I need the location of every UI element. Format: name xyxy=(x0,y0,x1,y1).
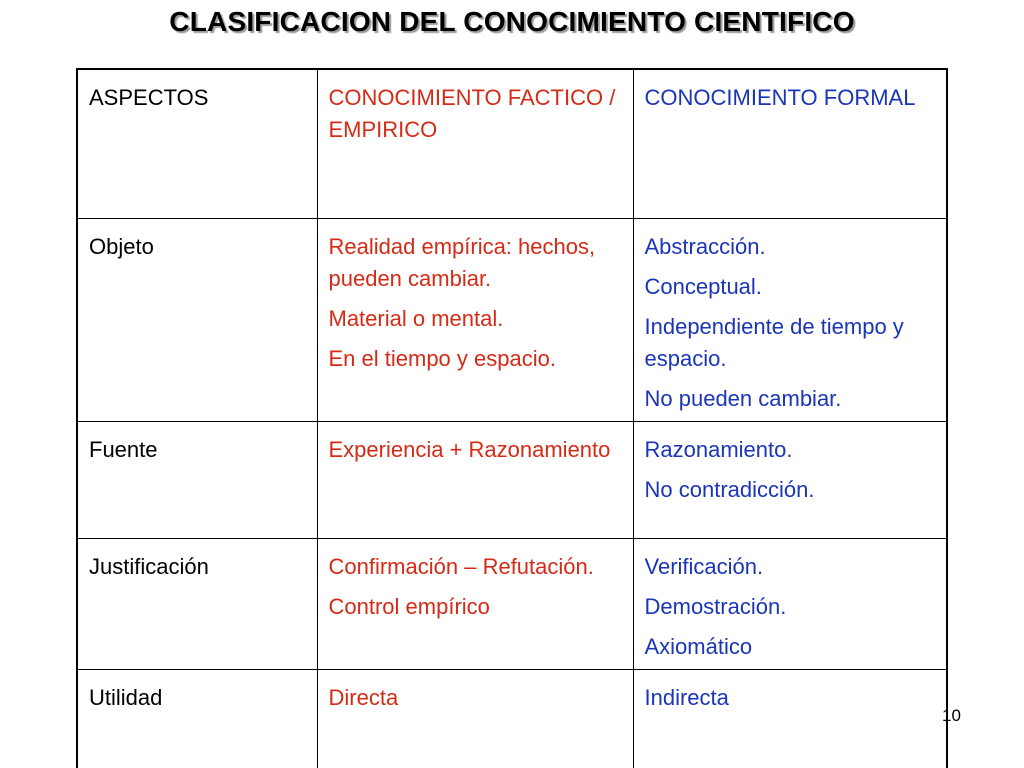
cell-line: Directa xyxy=(328,685,399,710)
cell-line: Abstracción. xyxy=(644,234,766,259)
cell-line: Experiencia + Razonamiento xyxy=(328,437,611,462)
classification-table xyxy=(76,68,948,768)
cell-line: Realidad empírica: hechos, pueden cambiar. xyxy=(328,234,596,291)
factico-cell xyxy=(317,539,633,670)
aspect-cell: Fuente xyxy=(77,422,317,539)
cell-line: Demostración. xyxy=(644,594,787,619)
cell-line: En el tiempo y espacio. xyxy=(328,346,556,371)
header-factico: CONOCIMIENTO FACTICO / EMPIRICO xyxy=(317,69,633,219)
formal-cell xyxy=(633,422,947,539)
factico-cell xyxy=(317,219,633,422)
page-number: 10 xyxy=(942,706,961,725)
header-formal: CONOCIMIENTO FORMAL xyxy=(633,69,947,219)
table-row-objeto xyxy=(77,219,947,422)
aspect-cell: Objeto xyxy=(77,219,317,422)
table-row-fuente xyxy=(77,422,947,539)
formal-cell xyxy=(633,670,947,768)
cell-line: Material o mental. xyxy=(328,306,504,331)
cell-line: Razonamiento. xyxy=(644,437,793,462)
cell-line: No contradicción. xyxy=(644,477,815,502)
table-header-row xyxy=(77,69,947,219)
factico-cell xyxy=(317,670,633,768)
table-row-utilidad xyxy=(77,670,947,768)
table-row-justificacion xyxy=(77,539,947,670)
cell-line: Axiomático xyxy=(644,634,753,659)
cell-line: Verificación. xyxy=(644,554,764,579)
aspect-cell: Utilidad xyxy=(77,670,317,768)
aspect-cell: Justificación xyxy=(77,539,317,670)
cell-line: Control empírico xyxy=(328,594,490,619)
cell-line: Indirecta xyxy=(644,685,729,710)
cell-line: Conceptual. xyxy=(644,274,762,299)
factico-cell xyxy=(317,422,633,539)
formal-cell xyxy=(633,219,947,422)
cell-line: No pueden cambiar. xyxy=(644,386,842,411)
slide-title: CLASIFICACION DEL CONOCIMIENTO CIENTIFICO xyxy=(169,6,855,37)
formal-cell xyxy=(633,539,947,670)
cell-line: Independiente de tiempo y espacio. xyxy=(644,314,904,371)
cell-line: Confirmación – Refutación. xyxy=(328,554,594,579)
header-aspectos: ASPECTOS xyxy=(77,69,317,219)
